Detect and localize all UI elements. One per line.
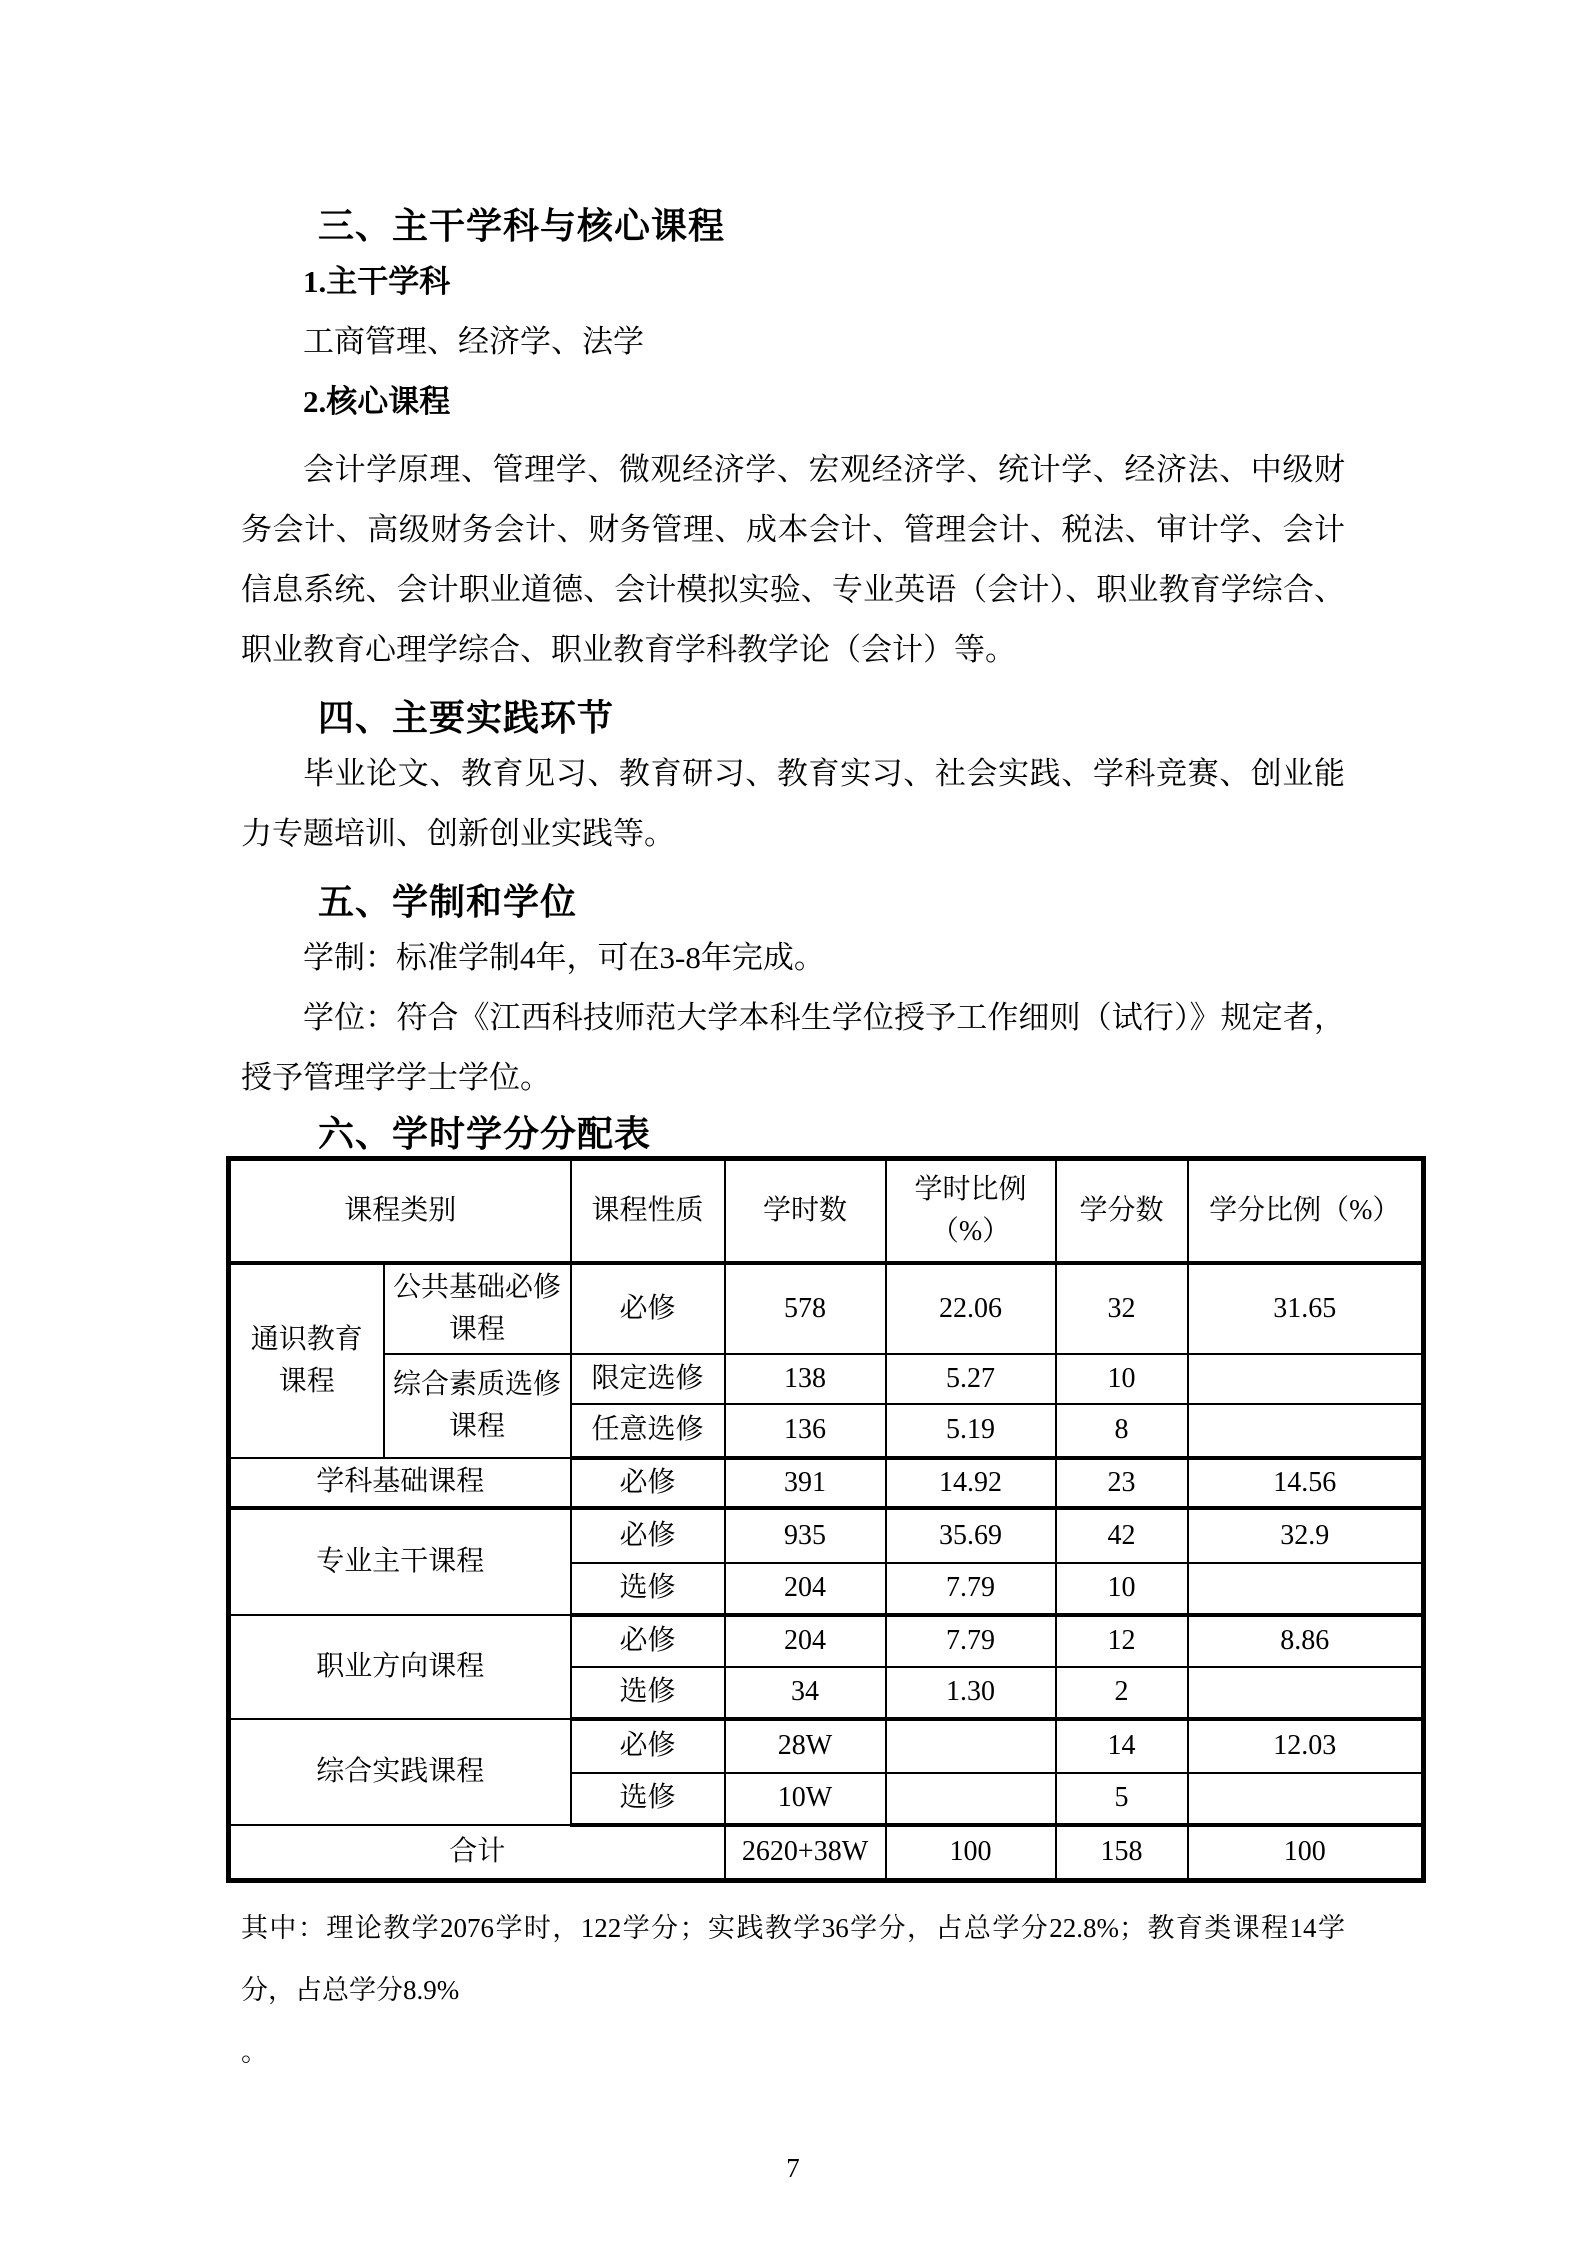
- degree-paragraph: 学位：符合《江西科技师范大学本科生学位授予工作细则（试行）》规定者，授予管理学学士学位。: [241, 1000, 1345, 1095]
- table-row-total: [229, 1825, 1424, 1881]
- cell-credits: 14: [1056, 1719, 1188, 1773]
- cell-nature: 选修: [571, 1563, 725, 1615]
- cell-vocation-direction-label: 职业方向课程: [229, 1615, 571, 1719]
- cell-hours-pct: 7.79: [886, 1615, 1056, 1667]
- cell-credits-pct: 8.86: [1188, 1615, 1424, 1667]
- credit-distribution-table: [226, 1156, 1426, 1883]
- cell-discipline-basic-label: 学科基础课程: [229, 1458, 571, 1508]
- cell-hours: 34: [725, 1667, 886, 1719]
- header-hours: 学时数: [725, 1159, 886, 1263]
- cell-credits: 32: [1056, 1263, 1188, 1354]
- cell-nature: 必修: [571, 1508, 725, 1563]
- main-disciplines-text: 工商管理、经济学、法学: [303, 324, 644, 359]
- table-row-general-required: [229, 1263, 1424, 1354]
- cell-hours-pct: 1.30: [886, 1667, 1056, 1719]
- page-number: 7: [786, 2153, 800, 2183]
- cell-hours: 28W: [725, 1719, 886, 1773]
- cell-hours-pct: 14.92: [886, 1458, 1056, 1508]
- table-row-discipline-basic: [229, 1458, 1424, 1508]
- cell-hours: 204: [725, 1563, 886, 1615]
- cell-hours-pct: 5.27: [886, 1354, 1056, 1404]
- cell-credits: 8: [1056, 1404, 1188, 1458]
- cell-credits: 42: [1056, 1508, 1188, 1563]
- section-six-heading: 六、学时学分分配表: [318, 1114, 652, 1154]
- table-footnote: [241, 1897, 1345, 2083]
- cell-nature: 选修: [571, 1667, 725, 1719]
- cell-credits-pct: [1188, 1563, 1424, 1615]
- header-credits-pct: 学分比例（%）: [1188, 1159, 1424, 1263]
- sub-heading-core-courses: 2.核心课程: [303, 384, 451, 419]
- cell-nature: 必修: [571, 1615, 725, 1667]
- table-header-row: [229, 1159, 1424, 1263]
- cell-credits: 23: [1056, 1458, 1188, 1508]
- cell-public-basic-label: 公共基础必修课程: [384, 1263, 571, 1354]
- cell-hours-pct: 7.79: [886, 1563, 1056, 1615]
- footnote-text: 其中：理论教学2076学时，122学分；实践教学36学分，占总学分22.8%；教育类课程14学分，占总学分8.9%: [241, 1913, 1345, 2005]
- cell-comprehensive-quality-label: 综合素质选修课程: [384, 1354, 571, 1458]
- header-category: 课程类别: [229, 1159, 571, 1263]
- cell-hours-pct: 22.06: [886, 1263, 1056, 1354]
- section-three-heading: 三、主干学科与核心课程: [318, 206, 726, 246]
- cell-hours: 10W: [725, 1773, 886, 1825]
- cell-total-credits: 158: [1056, 1825, 1188, 1881]
- table-row-practice-required: [229, 1719, 1424, 1773]
- sub-heading-main-disciplines: 1.主干学科: [303, 264, 451, 299]
- cell-credits-pct: 12.03: [1188, 1719, 1424, 1773]
- cell-nature: 必修: [571, 1719, 725, 1773]
- cell-major-core-label: 专业主干课程: [229, 1508, 571, 1615]
- cell-hours: 138: [725, 1354, 886, 1404]
- cell-nature: 必修: [571, 1263, 725, 1354]
- cell-hours-pct: [886, 1719, 1056, 1773]
- cell-total-credits-pct: 100: [1188, 1825, 1424, 1881]
- header-hours-pct: 学时比例（%）: [886, 1159, 1056, 1263]
- cell-credits: 10: [1056, 1354, 1188, 1404]
- table-row-general-limited: [229, 1354, 1424, 1404]
- cell-nature: 选修: [571, 1773, 725, 1825]
- cell-total-hours: 2620+38W: [725, 1825, 886, 1881]
- cell-hours: 204: [725, 1615, 886, 1667]
- footnote-overflow-punctuation: 。: [241, 2037, 268, 2067]
- cell-nature: 任意选修: [571, 1404, 725, 1458]
- cell-total-hours-pct: 100: [886, 1825, 1056, 1881]
- header-nature: 课程性质: [571, 1159, 725, 1263]
- duration-paragraph: 学制：标准学制4年，可在3-8年完成。: [303, 940, 825, 975]
- cell-total-label: 合计: [229, 1825, 725, 1881]
- cell-credits-pct: 32.9: [1188, 1508, 1424, 1563]
- cell-general-education-label: 通识教育课程: [229, 1263, 384, 1458]
- cell-credits: 2: [1056, 1667, 1188, 1719]
- cell-credits: 10: [1056, 1563, 1188, 1615]
- cell-nature: 限定选修: [571, 1354, 725, 1404]
- cell-credits-pct: 31.65: [1188, 1263, 1424, 1354]
- cell-hours-pct: [886, 1773, 1056, 1825]
- cell-credits-pct: [1188, 1404, 1424, 1458]
- cell-nature: 必修: [571, 1458, 725, 1508]
- table-row-vocation-required: [229, 1615, 1424, 1667]
- cell-credits: 12: [1056, 1615, 1188, 1667]
- cell-credits-pct: [1188, 1773, 1424, 1825]
- cell-credits: 5: [1056, 1773, 1188, 1825]
- cell-comprehensive-practice-label: 综合实践课程: [229, 1719, 571, 1825]
- section-four-heading: 四、主要实践环节: [318, 698, 615, 738]
- cell-hours-pct: 35.69: [886, 1508, 1056, 1563]
- cell-hours: 935: [725, 1508, 886, 1563]
- cell-hours: 391: [725, 1458, 886, 1508]
- table-row-major-required: [229, 1508, 1424, 1563]
- cell-credits-pct: [1188, 1667, 1424, 1719]
- header-credits: 学分数: [1056, 1159, 1188, 1263]
- cell-credits-pct: [1188, 1354, 1424, 1404]
- core-courses-paragraph: 会计学原理、管理学、微观经济学、宏观经济学、统计学、经济法、中级财务会计、高级财务会计、财务管理、成本会计、管理会计、税法、审计学、会计信息系统、会计职业道德、会计模拟实验、专业英语（会计）、职业教育学综合、职业教育心理学综合、职业教育学科教学论（会计）等。: [241, 452, 1345, 667]
- section-five-heading: 五、学制和学位: [318, 882, 578, 922]
- cell-credits-pct: 14.56: [1188, 1458, 1424, 1508]
- cell-hours: 578: [725, 1263, 886, 1354]
- practice-paragraph: 毕业论文、教育见习、教育研习、教育实习、社会实践、学科竞赛、创业能力专题培训、创新创业实践等。: [241, 756, 1345, 851]
- cell-hours: 136: [725, 1404, 886, 1458]
- cell-hours-pct: 5.19: [886, 1404, 1056, 1458]
